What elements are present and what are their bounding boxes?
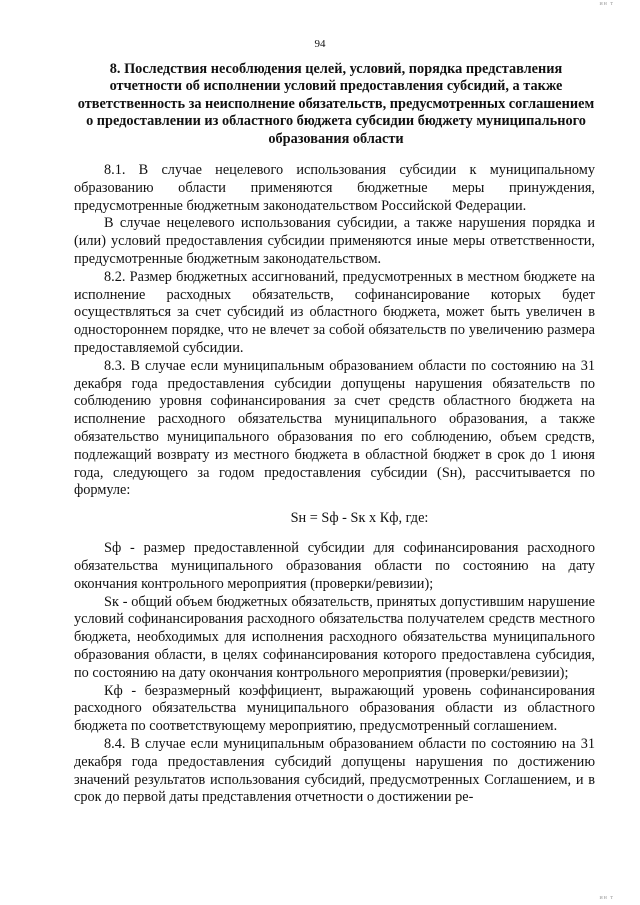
paragraph-8-2: 8.2. Размер бюджетных ассигнований, предусмотренных в местном бюджете на исполнение расходных обязательств, софинансирование которых будет осуществляться за счет субсидий из областного бюджета, может быть увеличен в одностороннем порядке, что не влечет за собой обязательств по увеличению размера предоставляемой субсидии. <box>74 268 595 356</box>
scan-mark-top: ин т <box>599 1 614 7</box>
definition-sk: Sк - общий объем бюджетных обязательств, принятых допустившим нарушение условий софинансирования расходного обязательства получателем средств местного бюджета, необходимых для исполнения расходного обязательства муниципального образования области, в целях софинансирования которого предоставлена субсидия, по состоянию на дату окончания контрольного мероприятия (проверки/ревизии); <box>74 593 595 681</box>
section-heading: 8. Последствия несоблюдения целей, условий, порядка представления отчетности об исполнении условий предоставления субсидий, а также ответственность за неисполнение обязательств, предусмотренных соглашением о предоставлении из областного бюджета субсидии бюджету муниципального образования области <box>77 61 595 147</box>
page-number: 94 <box>314 38 326 50</box>
definition-sf: Sф - размер предоставленной субсидии для софинансирования расходного обязательства муниципального образования области по состоянию на дату окончания контрольного мероприятия (проверки/ревизии); <box>74 540 595 592</box>
document-body <box>74 162 595 807</box>
definition-kf: Кф - безразмерный коэффициент, выражающий уровень софинансирования расходного обязательства муниципального образования области из областного бюджета по соответствующему мероприятию, предусмотренный соглашением. <box>74 682 595 735</box>
paragraph-8-4: 8.4. В случае если муниципальным образованием области по состоянию на 31 декабря года предоставления субсидий допущены нарушения по достижению значений результатов использования субсидий, предусмотренных Соглашением, и в срок до первой даты представления отчетности о достижении ре- <box>74 735 595 806</box>
paragraph-8-1-liability: В случае нецелевого использования субсидии, а также нарушения порядка и (или) условий предоставления субсидии применяются иные меры ответственности, предусмотренные бюджетным законодательством. <box>74 215 595 267</box>
refund-formula: Sн = Sф - Sк х Кф, где: <box>290 510 429 527</box>
paragraph-8-1: 8.1. В случае нецелевого использования субсидии к муниципальному образованию области применяются бюджетные меры принуждения, предусмотренные бюджетным законодательством Российской Федерации. <box>74 162 595 214</box>
scan-mark-bottom: ин т <box>599 895 614 901</box>
paragraph-8-3: 8.3. В случае если муниципальным образованием области по состоянию на 31 декабря года предоставления субсидии допущены нарушения обязательств по соблюдению уровня софинансирования за счет средств областного бюджета на исполнение расходного обязательства муниципального образования, а также обязательство муниципального образования по его соблюдению, объем средств, подлежащий возврату из местного бюджета в областной бюджет в срок до 1 июня года, следующего за годом предоставления субсидии (Sн), рассчитывается по формуле: <box>74 357 595 499</box>
